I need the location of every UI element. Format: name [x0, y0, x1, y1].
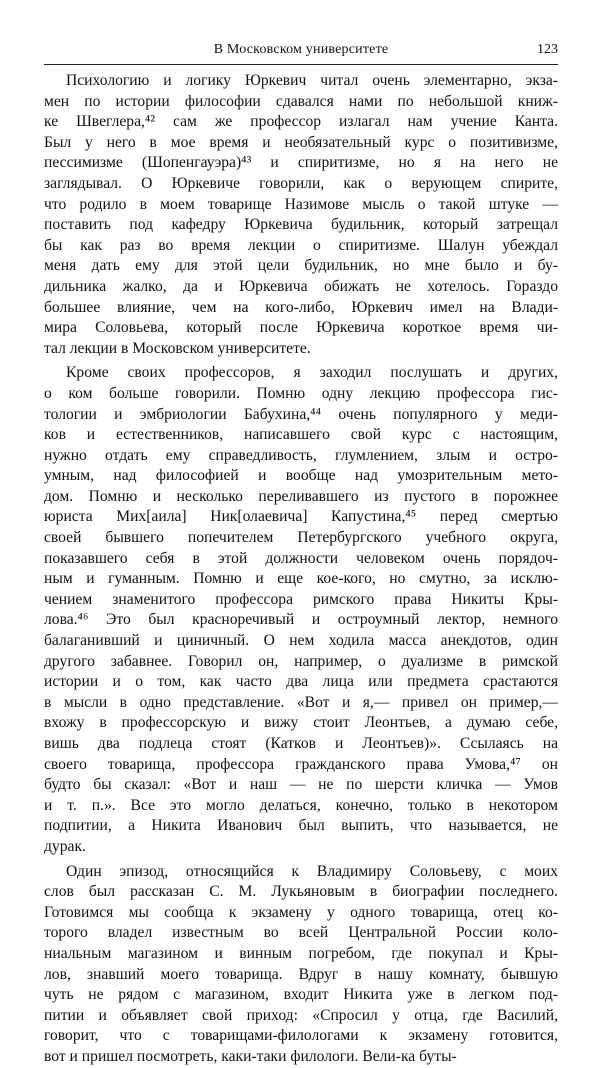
- text-line: вхожу в профессорскую и вижу стоит Леонтьев, а думаю себе,: [44, 714, 558, 732]
- paragraph: [44, 71, 558, 359]
- text-line: Один эпизод, относящийся к Владимиру Соловьеву, с моих: [66, 862, 558, 880]
- text-line: Готовимся мы сообща к экзамену у одного товарища, отец ко-: [44, 903, 558, 921]
- text-line: юриста Мих[аила] Ник[олаевича] Капустина,⁴⁵ перед смертью: [44, 508, 558, 526]
- text-line: показавшего себя в этой должности человеком очень порядоч-: [44, 549, 558, 567]
- text-line: большее влияние, чем на кого-либо, Юркевич имел на Влади-: [44, 298, 558, 316]
- text-line: подпитии, а Никита Иванович был выпить, что называется, не: [44, 817, 558, 835]
- body-text: [44, 71, 558, 1068]
- text-line: чением знаменитого профессора римского права Никиты Кры-: [44, 590, 558, 608]
- text-line: нужно отдать ему справедливость, глумлением, злым и остро-: [44, 446, 558, 464]
- text-line: другого забавнее. Говорил он, например, о дуализме в римской: [44, 652, 558, 670]
- text-line: поставить под кафедру Юркевича будильник, который затрещал: [44, 216, 558, 234]
- text-line: и т. п.». Все это могло делаться, конечно, только в некотором: [44, 796, 558, 814]
- text-line: Кроме своих профессоров, я заходил послушать и других,: [66, 364, 558, 382]
- paragraph: [44, 862, 558, 1068]
- text-line: меня дать ему для этой цели будильник, но мне было и бу-: [44, 257, 558, 275]
- text-line: о ком больше говорили. Помню одну лекцию профессора гис-: [44, 384, 558, 402]
- text-line: мен по истории философии сдавался нами по небольшой книж-: [44, 92, 558, 110]
- text-line: торого владел известным во всей Центральной России коло-: [44, 924, 558, 942]
- text-line: что родило в моем товарище Назимове мысль о такой штуке —: [44, 195, 558, 213]
- text-line: ниальным магазином и винным погребом, где покупал и Кры-: [44, 944, 558, 962]
- text-line: дом. Помню и несколько переливавшего из пустого в порожнее: [44, 487, 558, 505]
- text-line: лова.⁴⁶ Это был красноречивый и остроумный лектор, немного: [44, 611, 558, 629]
- running-head: [44, 40, 558, 65]
- text-line: вишь два подлеца стоят (Катков и Леонтьев)». Ссылаясь на: [44, 735, 558, 752]
- text-line: вот и пришел посмотреть, каки-таки филологи. Вели-ка буты-: [44, 1047, 457, 1065]
- text-line: мира Соловьева, который после Юркевича короткое время чи-: [44, 319, 558, 337]
- text-line: балаганивший и циничный. О нем ходила масса анекдотов, один: [44, 632, 558, 650]
- text-line: будто бы сказал: «Вот и наш — не по шерсти кличка — Умов: [44, 776, 558, 794]
- text-line: питии и объявляет свой приход: «Спросил у отца, где Василий,: [44, 1006, 558, 1024]
- text-line: дильника жалко, да и Юркевича обижать не хотелось. Гораздо: [44, 277, 558, 295]
- text-line: в мысли в одно представление. «Вот и я,— привел он пример,—: [44, 693, 558, 711]
- page-number: 123: [537, 42, 558, 57]
- text-line: чуть не рядом с магазином, входит Никита уже в легком под-: [44, 986, 558, 1004]
- text-line: ке Швеглера,⁴² сам же профессор излагал нам учение Канта.: [44, 113, 558, 131]
- text-line: лов, знавший моего товарища. Вдруг в нашу комнату, бывшую: [44, 965, 558, 983]
- text-line: пессимизме (Шопенгауэра)⁴³ и спиритизме, но я на него не: [44, 154, 558, 172]
- text-line: Психологию и логику Юркевич читал очень элементарно, экза-: [66, 72, 558, 89]
- text-line: истории и о том, как часто два лица или предмета срастаются: [44, 673, 558, 691]
- text-line: заглядывал. О Юркевиче говорили, как о верующем спирите,: [44, 174, 558, 192]
- paragraph: [44, 363, 558, 857]
- text-line: ным и гуманным. Помню и еще кое-кого, но смутно, за исклю-: [44, 570, 558, 588]
- text-line: своего товарища, профессора гражданского права Умова,⁴⁷ он: [44, 755, 558, 773]
- book-page: [44, 40, 558, 1068]
- text-line: Был у него в мое время и необязательный курс о позитивизме,: [44, 133, 558, 151]
- text-line: тологии и эмбриологии Бабухина,⁴⁴ очень популярного у меди-: [44, 405, 558, 423]
- running-title: В Московском университете: [213, 42, 389, 57]
- text-line: дурак.: [44, 837, 86, 855]
- text-line: своей бывшего попечителем Петербургского учебного округа,: [44, 529, 558, 547]
- text-line: бы как раз во время лекции о спиритизме. Шалун убеждал: [44, 236, 558, 254]
- text-line: ков и естественников, написавшего свой курс с настоящим,: [44, 426, 558, 444]
- text-line: слов был рассказан С. М. Лукьяновым в биографии последнего.: [44, 883, 558, 901]
- text-line: тал лекции в Московском университете.: [44, 339, 311, 357]
- text-line: умным, над философией и вообще над умозрительным мето-: [44, 467, 558, 485]
- text-line: говорит, что с товарищами-филологами к экзамену готовится,: [44, 1027, 558, 1045]
